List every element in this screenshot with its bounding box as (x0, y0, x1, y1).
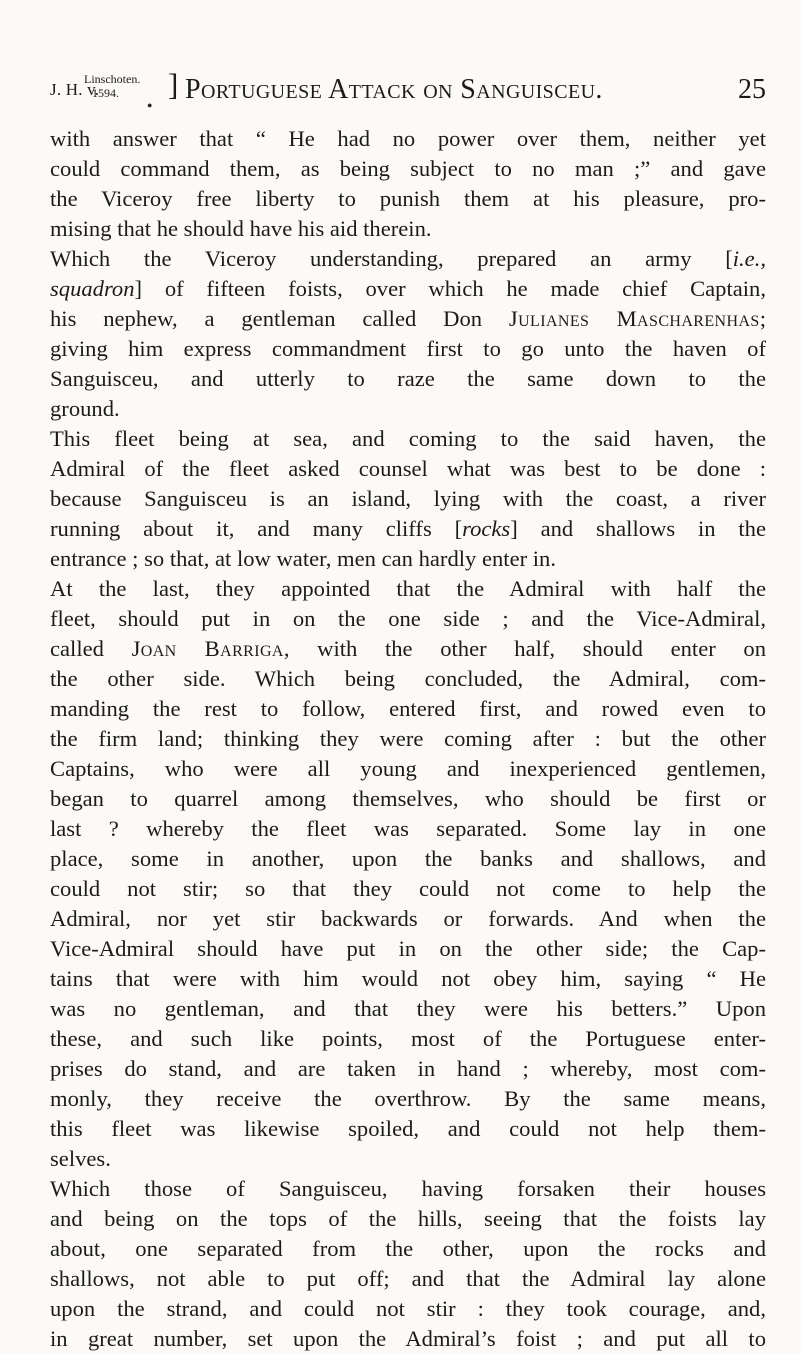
text-line: began to quarrel among themselves, who should be first or (50, 786, 766, 811)
text-run: , with the other half, should enter on (283, 636, 766, 661)
text-line (50, 274, 766, 304)
text-line: with answer that “ He had no power over them, neither yet (50, 126, 766, 151)
text-line: the Viceroy free liberty to punish them at his pleasure, pro- (50, 186, 766, 211)
running-head-bracket: ] (168, 67, 179, 102)
text-line: At the last, they appointed that the Admiral with half the (50, 576, 766, 601)
text-line: the firm land; thinking they were coming after : but the other (50, 726, 766, 751)
text-line: mising that he should have his aid therein. (50, 216, 432, 241)
text-line (50, 244, 766, 274)
source-year: 1594. (92, 86, 119, 100)
text-line: and being on the tops of the hills, seeing that the foists lay (50, 1206, 766, 1231)
body-text (50, 124, 766, 1354)
italic-gloss: i.e., (732, 246, 766, 271)
text-line (50, 304, 766, 334)
small-caps-name: Julianes Mascharenhas (508, 306, 760, 331)
text-line (50, 634, 766, 664)
text-line: could not stir; so that they could not come to help the (50, 876, 766, 901)
text-run: ] of fifteen foists, over which he made chief Captain, (134, 276, 766, 301)
text-line: fleet, should put in on the one side ; and the Vice-Admiral, (50, 606, 766, 631)
running-head-title: Portuguese Attack on Sanguisceu. (185, 74, 603, 105)
text-line: last ? whereby the fleet was separated. Some lay in one (50, 816, 766, 841)
italic-gloss: rocks (462, 516, 511, 541)
text-line: the other side. Which being concluded, the Admiral, com- (50, 666, 766, 691)
text-line: Admiral, nor yet stir backwards or forwards. And when the (50, 906, 766, 931)
printer-mark: ● (147, 100, 153, 110)
text-line: in great number, set upon the Admiral’s foist ; and put all to (50, 1326, 766, 1351)
text-line: was no gentleman, and that they were his betters.” Upon (50, 996, 766, 1021)
text-line: This fleet being at sea, and coming to the said haven, the (50, 426, 766, 451)
text-line: prises do stand, and are taken in hand ; whereby, most com- (50, 1056, 766, 1081)
text-line: ground. (50, 396, 120, 421)
text-line: upon the strand, and could not stir : they took courage, and, (50, 1296, 766, 1321)
text-line: Sanguisceu, and utterly to raze the same down to the (50, 366, 766, 391)
text-line: these, and such like points, most of the Portuguese enter- (50, 1026, 766, 1051)
text-line: manding the rest to follow, entered first, and rowed even to (50, 696, 766, 721)
text-line: place, some in another, upon the banks and shallows, and (50, 846, 766, 871)
text-line: about, one separated from the other, upon the rocks and (50, 1236, 766, 1261)
italic-gloss: squadron (50, 276, 135, 301)
running-head-source-reference (84, 72, 140, 100)
text-line: Admiral of the fleet asked counsel what was best to be done : (50, 456, 766, 481)
text-line: shallows, not able to put off; and that the Admiral lay alone (50, 1266, 766, 1291)
text-run: called (50, 636, 132, 661)
text-run: his nephew, a gentleman called Don (50, 306, 509, 331)
page-number: 25 (738, 74, 766, 105)
text-line: Captains, who were all young and inexperienced gentlemen, (50, 756, 766, 781)
text-line (50, 514, 766, 544)
text-line: monly, they receive the overthrow. By the same means, (50, 1086, 766, 1111)
running-head-author: J. H. v. (50, 80, 100, 99)
text-line: Which those of Sanguisceu, having forsaken their houses (50, 1176, 766, 1201)
text-line: this fleet was likewise spoiled, and could not help them- (50, 1116, 766, 1141)
text-run: Which the Viceroy understanding, prepared an army [ (50, 246, 733, 271)
text-run: running about it, and many cliffs [ (50, 516, 463, 541)
text-line: entrance ; so that, at low water, men can hardly enter in. (50, 546, 556, 571)
text-line: could command them, as being subject to no man ;” and gave (50, 156, 766, 181)
source-name: Linschoten. (84, 72, 141, 86)
text-run: ] and shallows in the (510, 516, 766, 541)
text-run: ; (759, 306, 766, 331)
text-line: giving him express commandment first to go unto the haven of (50, 336, 766, 361)
small-caps-name: Joan Barriga (131, 636, 284, 661)
text-line: tains that were with him would not obey him, saying “ He (50, 966, 766, 991)
running-head (50, 67, 766, 116)
text-line: selves. (50, 1146, 111, 1171)
text-line: because Sanguisceu is an island, lying with the coast, a river (50, 486, 766, 511)
text-line: Vice-Admiral should have put in on the other side; the Cap- (50, 936, 766, 961)
